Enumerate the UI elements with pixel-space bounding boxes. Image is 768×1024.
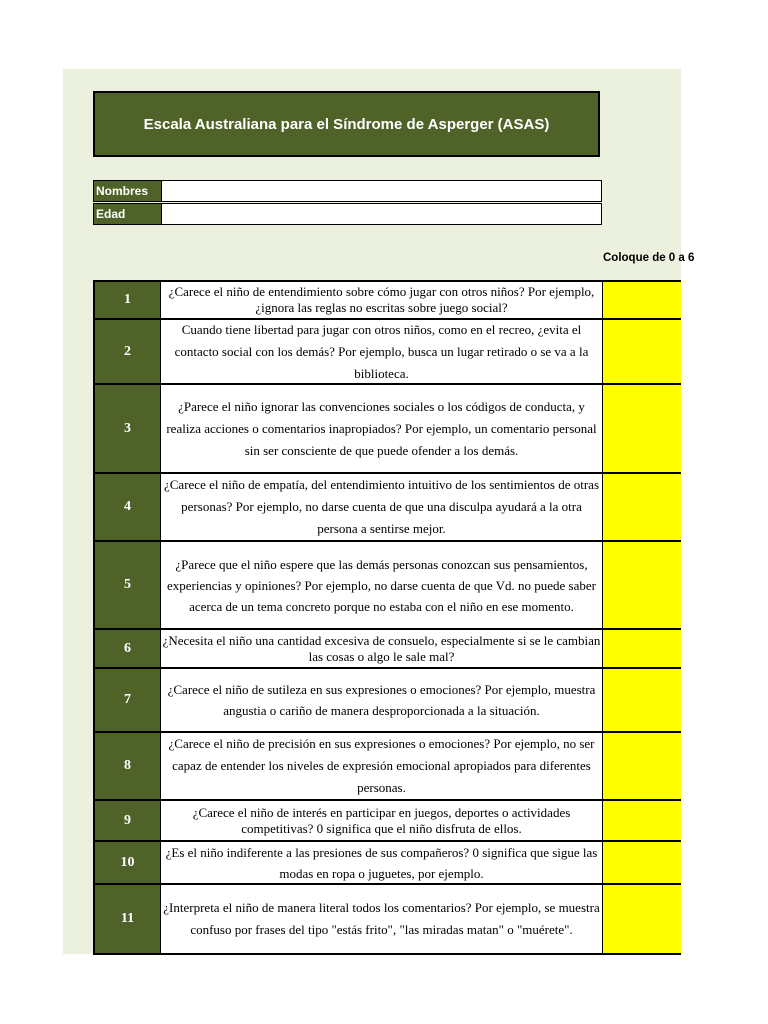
score-cell[interactable] — [602, 801, 681, 840]
name-label: Nombres — [94, 181, 162, 201]
question-number: 1 — [93, 282, 161, 318]
name-input-cell[interactable] — [162, 181, 601, 201]
question-text: ¿Carece el niño de sutileza en sus expresiones o emociones? Por ejemplo, muestra angustia o cariño de manera desproporcionada a la situación. — [167, 682, 596, 718]
question-text: ¿Es el niño indiferente a las presiones de sus compañeros? 0 significa que sigue las modas en ropa o juguetes, por ejemplo. — [165, 844, 598, 881]
score-cell[interactable] — [602, 385, 681, 472]
question-table — [93, 280, 681, 955]
question-number: 3 — [93, 385, 161, 472]
question-text: ¿Parece el niño ignorar las convenciones sociales o los códigos de conducta, y realiza acciones o comentarios inapropiados? Por ejemplo, un comentario personal sin ser consciente de que puede ofender a los demás. — [166, 398, 597, 458]
question-text: ¿Interpreta el niño de manera literal todos los comentarios? Por ejemplo, se muestra confuso por frases del tipo "estás frito", "las miradas matan" o "muérete". — [163, 900, 600, 937]
question-row — [93, 842, 681, 885]
score-cell[interactable] — [602, 885, 681, 953]
question-row — [93, 320, 681, 385]
question-number: 4 — [93, 474, 161, 540]
question-row — [93, 801, 681, 842]
score-cell[interactable] — [602, 630, 681, 667]
question-number: 9 — [93, 801, 161, 840]
score-cell[interactable] — [602, 542, 681, 628]
question-row — [93, 474, 681, 542]
question-number: 11 — [93, 885, 161, 953]
score-cell[interactable] — [602, 669, 681, 731]
question-row — [93, 630, 681, 669]
question-row — [93, 282, 681, 320]
question-row — [93, 385, 681, 474]
score-instruction: Coloque de 0 a 6 — [603, 252, 695, 264]
question-text: ¿Parece que el niño espere que las demás personas conozcan sus pensamientos, experiencias y opiniones? Por ejemplo, no darse cuenta de que Vd. no puede saber acerca de un tema concreto porque no estaba con el niño en ese momento. — [167, 556, 596, 614]
question-text: ¿Carece el niño de precisión en sus expresiones o emociones? Por ejemplo, no ser capaz de entender los niveles de expresión emocional apropiados para diferentes personas. — [168, 736, 595, 795]
question-number: 7 — [93, 669, 161, 731]
title-text: Escala Australiana para el Síndrome de Asperger (ASAS) — [143, 115, 550, 133]
question-number: 8 — [93, 733, 161, 799]
question-number: 10 — [93, 842, 161, 883]
question-text: ¿Carece el niño de empatía, del entendimiento intuitivo de los sentimientos de otras personas? Por ejemplo, no darse cuenta de que una disculpa ayudará a la otra persona a sentirse mejor. — [163, 477, 600, 536]
score-cell[interactable] — [602, 282, 681, 318]
age-input-cell[interactable] — [162, 204, 601, 224]
question-row — [93, 733, 681, 801]
question-text: Cuando tiene libertad para jugar con otros niños, como en el recreo, ¿evita el contacto social con los demás? Por ejemplo, busca un lugar retirado o se va a la biblioteca. — [174, 321, 589, 381]
question-number: 5 — [93, 542, 161, 628]
score-cell[interactable] — [602, 842, 681, 883]
question-number: 6 — [93, 630, 161, 667]
score-cell[interactable] — [602, 474, 681, 540]
question-text: ¿Necesita el niño una cantidad excesiva de consuelo, especialmente si se le cambian las cosas o algo le sale mal? — [162, 632, 601, 664]
score-cell[interactable] — [602, 733, 681, 799]
page-title — [93, 91, 600, 157]
question-row — [93, 669, 681, 733]
question-row — [93, 885, 681, 953]
question-number: 2 — [93, 320, 161, 383]
question-text: ¿Carece el niño de interés en participar en juegos, deportes o actividades competitivas? 0 significa que el niño disfruta de ellos. — [192, 804, 571, 836]
question-row — [93, 542, 681, 630]
name-row — [93, 180, 602, 202]
age-row — [93, 203, 602, 225]
age-label: Edad — [94, 204, 162, 224]
question-text: ¿Carece el niño de entendimiento sobre cómo jugar con otros niños? Por ejemplo, ¿ignora las reglas no escritas sobre juego social? — [168, 284, 595, 315]
score-cell[interactable] — [602, 320, 681, 383]
